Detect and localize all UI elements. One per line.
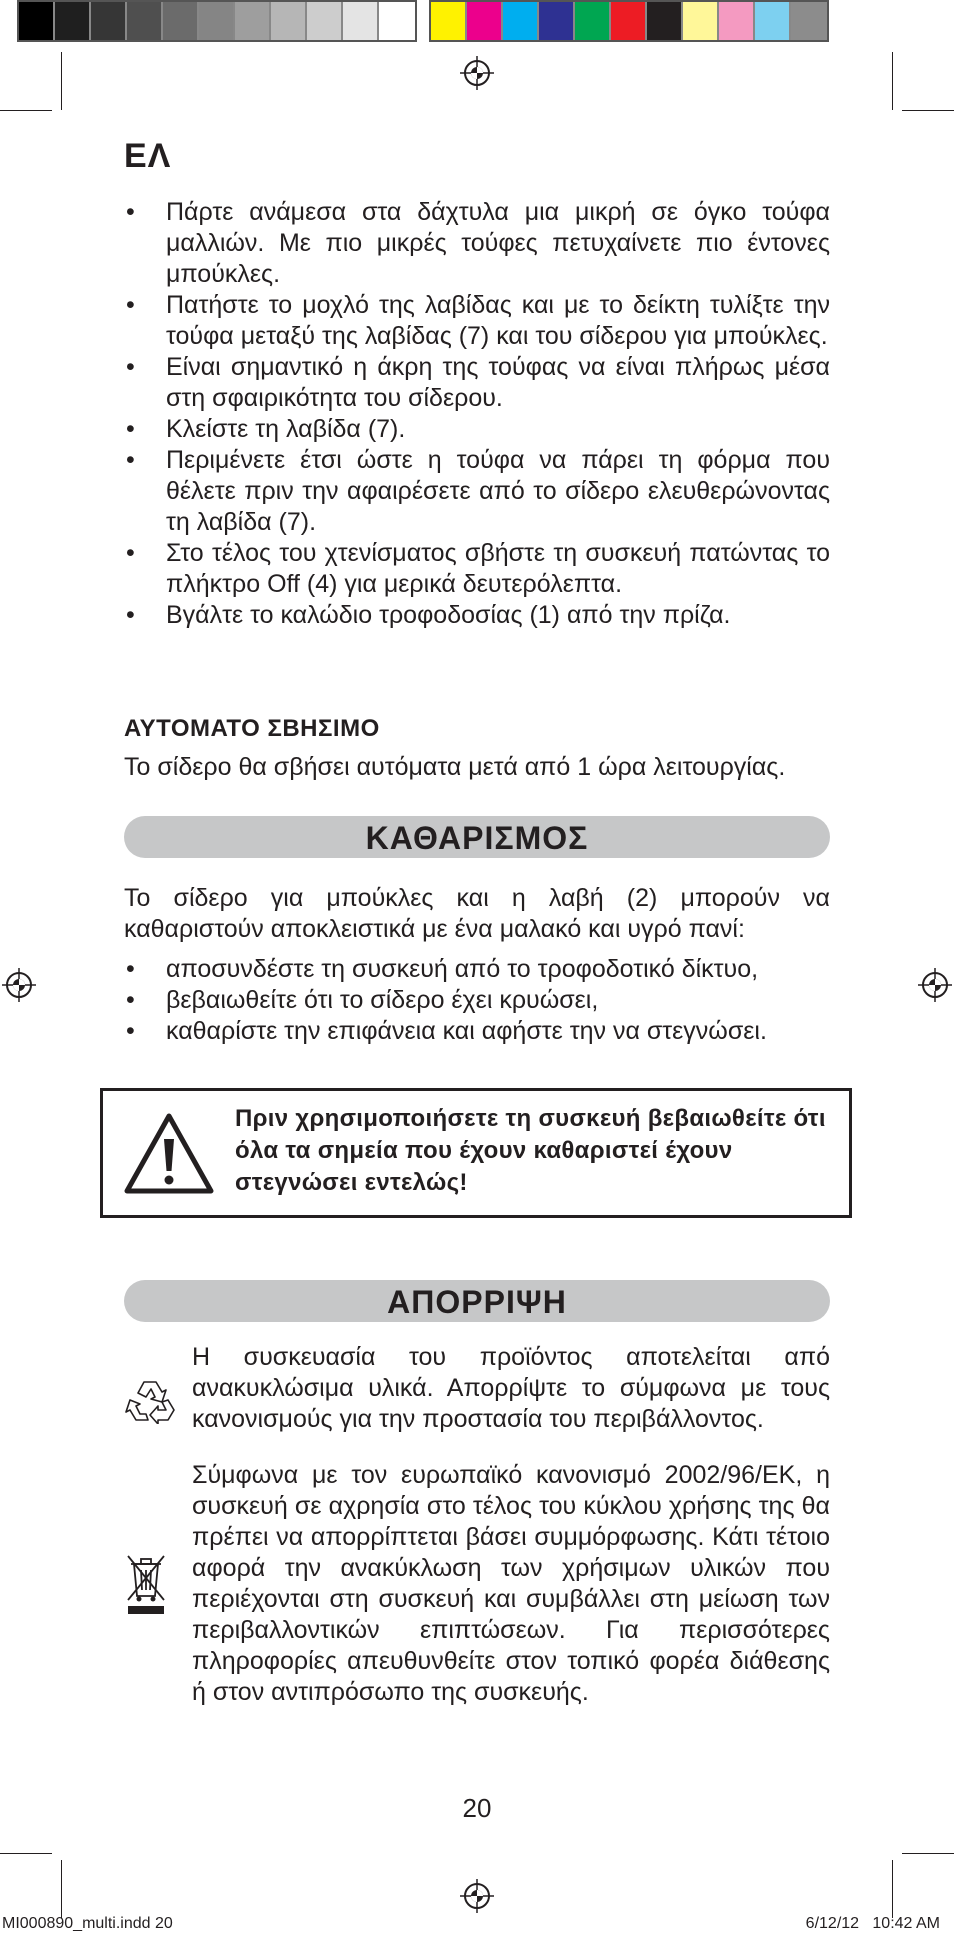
grayscale-swatches [17, 0, 417, 42]
auto-off-text: Το σίδερο θα σβήσει αυτόματα μετά από 1 ώρα λειτουργίας. [124, 753, 786, 781]
color-swatch [271, 2, 307, 40]
instructions-section [124, 197, 830, 631]
language-code: ΕΛ [124, 137, 172, 175]
color-swatches [429, 0, 829, 42]
color-swatch [467, 2, 503, 40]
warning-box [100, 1088, 852, 1218]
instruction-item: • Πάρτε ανάμεσα στα δάχτυλα μια μικρή σε όγκο τούφα μαλλιών. Με πιο μικρές τούφες πετυχαίνετε πιο έντονες μπούκλες. [124, 197, 830, 290]
crop-mark [0, 1853, 52, 1854]
cleaning-step: • βεβαιωθείτε ότι το σίδερο έχει κρυώσει, [124, 985, 830, 1016]
packaging-disposal [124, 1342, 830, 1438]
instruction-item: • Στο τέλος του χτενίσματος σβήστε τη συσκευή πατώντας το πλήκτρο Off (4) για μερικά δευτερόλεπτα. [124, 538, 830, 600]
cleaning-steps [124, 954, 830, 1047]
page-number: 20 [462, 1793, 492, 1823]
auto-off-section [124, 713, 830, 783]
color-swatch [539, 2, 575, 40]
instruction-item: • Κλείστε τη λαβίδα (7). [124, 414, 830, 445]
cleaning-intro: Το σίδερο για μπούκλες και η λαβή (2) μπορούν να καθαριστούν αποκλειστικά με ένα μαλακό και υγρό πανί: [124, 884, 830, 943]
instruction-item: • Περιμένετε έτσι ώστε η τούφα να πάρει τη φόρμα που θέλετε πριν την αφαιρέσετε από το σίδερο ελευθερώνοντας τη λαβίδα (7). [124, 445, 830, 538]
color-swatch [431, 2, 467, 40]
crop-mark [902, 110, 954, 111]
color-swatch [503, 2, 539, 40]
instruction-item: • Πατήστε το μοχλό της λαβίδας και με το δείκτη τυλίξτε την τούφα μεταξύ της λαβίδας (7) και του σίδερου για μπούκλες. [124, 290, 830, 352]
color-swatch [163, 2, 199, 40]
color-swatch [791, 2, 827, 40]
color-swatch [719, 2, 755, 40]
color-swatch [199, 2, 235, 40]
color-swatch [235, 2, 271, 40]
auto-off-heading: ΑΥΤΟΜΑΤΟ ΣΒΗΣΙΜΟ [124, 715, 380, 742]
color-swatch [307, 2, 343, 40]
color-swatch [647, 2, 683, 40]
crop-mark [0, 110, 52, 111]
instructions-list [124, 197, 830, 631]
slug-filename: MI000890_multi.indd 20 [2, 1915, 173, 1932]
instruction-item: • Βγάλτε το καλώδιο τροφοδοσίας (1) από την πρίζα. [124, 600, 830, 631]
registration-mark-icon [460, 1879, 494, 1913]
registration-mark-icon [918, 968, 952, 1002]
color-swatch [575, 2, 611, 40]
recycle-icon [124, 1378, 176, 1424]
color-swatch [19, 2, 55, 40]
color-swatch [379, 2, 415, 40]
cleaning-section [124, 883, 830, 1047]
slug-timestamp: 6/12/12 10:42 AM [805, 1915, 940, 1932]
color-swatch [755, 2, 791, 40]
registration-mark-icon [460, 56, 494, 90]
color-swatch [127, 2, 163, 40]
weee-text: Σύμφωνα με τον ευρωπαϊκό κανονισμό 2002/96/ΕΚ, η συσκευή σε αχρησία στο τέλος του κύκλου χρήσης της θα πρέπει να απορρίπτεται βάσει συμμόρφωσης. Κάτι τέτοιο αφορά την ανακύκλωση των χρήσιμων υλικών που περιέχονται στη συσκευή και συμβάλλει στη μείωση των περιβαλλοντικών επιπτώσεων. Για περισσότερες πληροφορίες απευθυνθείτε στον τοπικό φορέα διάθεσης ή στον αντιπρόσωπο της συσκευής. [192, 1461, 830, 1706]
cleaning-step: • καθαρίστε την επιφάνεια και αφήστε την να στεγνώσει. [124, 1016, 830, 1047]
warning-triangle-icon [123, 1111, 215, 1197]
disposal-heading: ΑΠΟΡΡΙΨΗ [124, 1280, 830, 1322]
instruction-item: • Είναι σημαντικό η άκρη της τούφας να είναι πλήρως μέσα στη σφαιρικότητα του σίδερου. [124, 352, 830, 414]
crop-mark [61, 1860, 62, 1918]
color-swatch [683, 2, 719, 40]
cleaning-heading: ΚΑΘΑΡΙΣΜΟΣ [124, 816, 830, 858]
color-swatch [343, 2, 379, 40]
packaging-text: Η συσκευασία του προϊόντος αποτελείται από ανακυκλώσιμα υλικά. Απορρίψτε το σύμφωνα με τους κανονισμούς για την προστασία του περιβάλλοντος. [192, 1343, 830, 1433]
crop-mark [892, 1860, 893, 1918]
color-swatch [611, 2, 647, 40]
crop-mark [61, 52, 62, 110]
color-calibration-bar [17, 0, 829, 42]
registration-mark-icon [2, 968, 36, 1002]
cleaning-step: • αποσυνδέστε τη συσκευή από το τροφοδοτικό δίκτυο, [124, 954, 830, 985]
color-swatch [55, 2, 91, 40]
color-swatch [91, 2, 127, 40]
crop-mark [902, 1853, 954, 1854]
weee-disposal [124, 1460, 830, 1710]
warning-text: Πριν χρησιμοποιήσετε τη συσκευή βεβαιωθείτε ότι όλα τα σημεία που έχουν καθαριστεί έχουν στεγνώσει εντελώς! [235, 1105, 826, 1196]
crop-mark [892, 52, 893, 110]
crossed-bin-icon [124, 1552, 168, 1616]
